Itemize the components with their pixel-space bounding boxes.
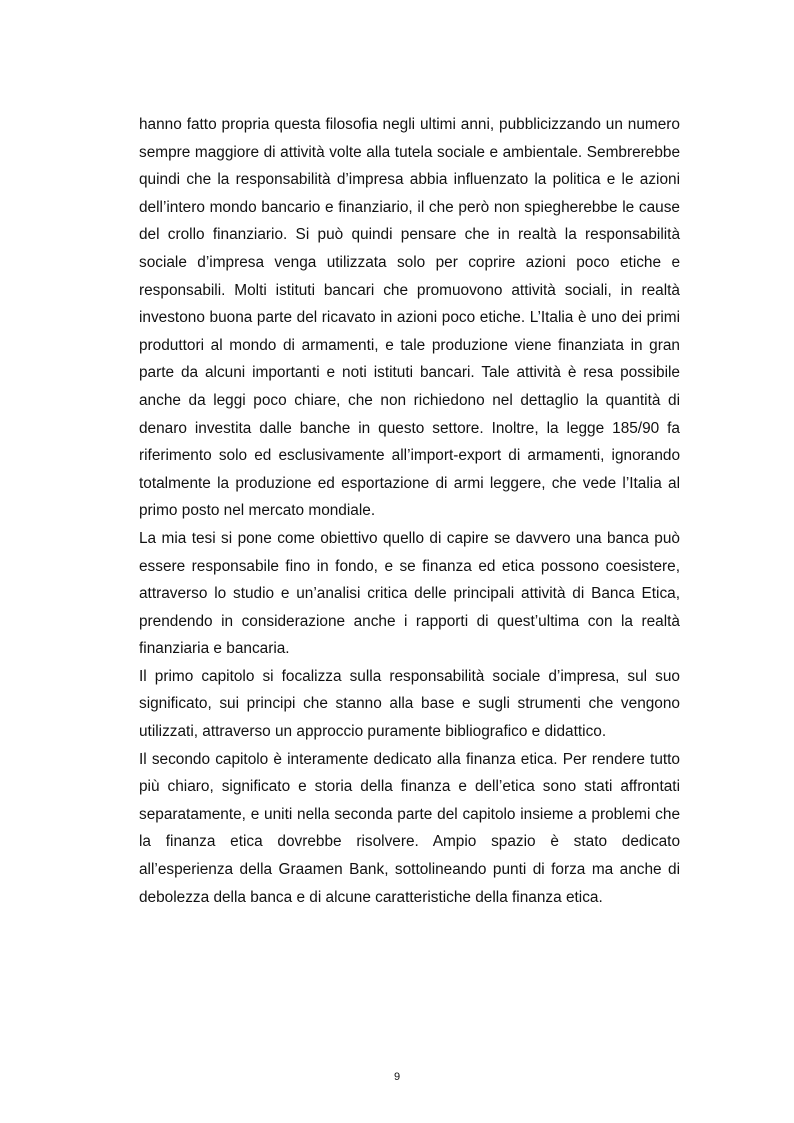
body-text: [139, 111, 680, 911]
page-number: 9: [393, 1071, 401, 1083]
paragraph-2: La mia tesi si pone come obiettivo quello di capire se davvero una banca può essere responsabile fino in fondo, e se finanza ed etica possono coesistere, attraverso lo studio e un’analisi critica delle principali attività di Banca Etica, prendendo in considerazione anche i rapporti di quest’ultima con la realtà finanziaria e bancaria.: [139, 529, 680, 658]
paragraph-4: Il secondo capitolo è interamente dedicato alla finanza etica. Per rendere tutto più chiaro, significato e storia della finanza e dell’etica sono stati affrontati separatamente, e uniti nella seconda parte del capitolo insieme a problemi che la finanza etica dovrebbe risolvere. Ampio spazio è stato dedicato all’esperienza della Graamen Bank, sottolineando punti di forza ma anche di debolezza della banca e di alcune caratteristiche della finanza etica.: [139, 750, 680, 906]
paragraph-3: Il primo capitolo si focalizza sulla responsabilità sociale d’impresa, sul suo significato, sui principi che stanno alla base e sugli strumenti che vengono utilizzati, attraverso un approccio puramente bibliografico e didattico.: [139, 667, 680, 741]
paragraph-1: hanno fatto propria questa filosofia negli ultimi anni, pubblicizzando un numero sempre maggiore di attività volte alla tutela sociale e ambientale. Sembrerebbe quindi che la responsabilità d’impresa abbia influenzato la politica e le azioni dell’intero mondo bancario e finanziario, il che però non spiegherebbe le cause del crollo finanziario. Si può quindi pensare che in realtà la responsabilità sociale d’impresa venga utilizzata solo per coprire azioni poco etiche e responsabili. Molti istituti bancari che promuovono attività sociali, in realtà investono buona parte del ricavato in azioni poco etiche. L’Italia è uno dei primi produttori al mondo di armamenti, e tale produzione viene finanziata in gran parte da alcuni importanti e noti istituti bancari. Tale attività è resa possibile anche da leggi poco chiare, che non richiedono nel dettaglio la quantità di denaro investita dalle banche in questo settore. Inoltre, la legge 185/90 fa riferimento solo ed esclusivamente all’import-export di armamenti, ignorando totalmente la produzione ed esportazione di armi leggere, che vede l’Italia al primo posto nel mercato mondiale.: [139, 116, 680, 520]
